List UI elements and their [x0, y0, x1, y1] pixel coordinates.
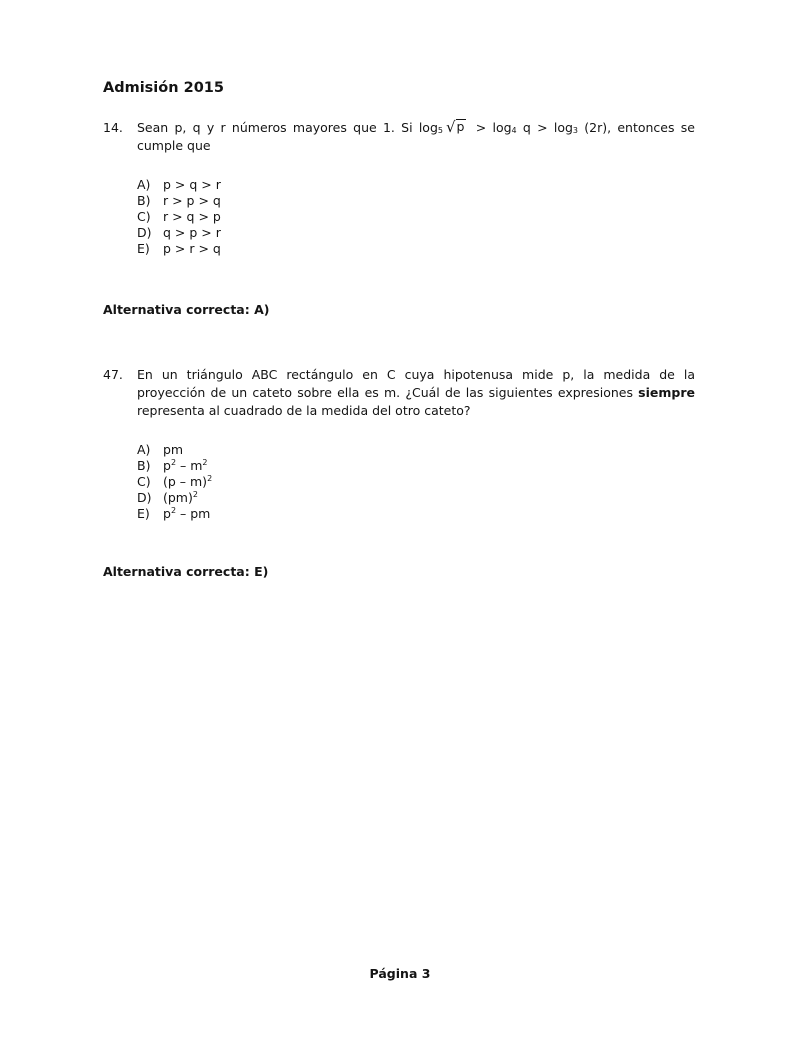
option-e [137, 241, 695, 257]
question-text-part: q > log [516, 120, 573, 135]
option-text: r > p > q [163, 193, 221, 208]
answer-14: Alternativa correcta: A) [103, 302, 270, 317]
option-text [163, 490, 198, 506]
radicand: p [456, 119, 465, 134]
option-c [137, 209, 695, 225]
option-b [137, 458, 695, 474]
question-text-part: (2r), entonces se cumple que [137, 120, 695, 153]
log-base: 4 [511, 126, 517, 135]
question-14 [103, 119, 695, 257]
option-letter: A) [137, 442, 151, 457]
option-text [163, 506, 210, 522]
option-text: pm [163, 442, 184, 457]
log-base: 5 [437, 126, 443, 135]
option-letter: A) [137, 177, 151, 192]
option-letter: B) [137, 458, 151, 473]
option-a [137, 442, 695, 458]
options-list [137, 442, 695, 522]
option-d [137, 225, 695, 241]
exponent: 2 [207, 474, 213, 483]
option-letter: E) [137, 241, 150, 256]
option-a [137, 177, 695, 193]
question-text [137, 366, 695, 420]
exponent: 2 [192, 490, 198, 499]
question-text [137, 119, 695, 155]
page-title: Admisión 2015 [103, 80, 224, 96]
option-text [163, 458, 208, 474]
option-text: p > r > q [163, 241, 221, 256]
question-number: 47. [103, 367, 123, 382]
expression-part: (p – m) [163, 474, 208, 489]
answer-47: Alternativa correcta: E) [103, 564, 269, 579]
question-text-part: > log [469, 120, 512, 135]
radical-sign-icon: √ [445, 118, 456, 136]
exponent: 2 [202, 458, 208, 467]
question-text-part: representa al cuadrado de la medida del otro cateto? [137, 403, 471, 418]
option-text: r > q > p [163, 209, 221, 224]
option-d [137, 490, 695, 506]
square-root [446, 119, 467, 134]
option-letter: E) [137, 506, 150, 521]
page-number: Página 3 [369, 966, 431, 981]
variable: p [163, 506, 171, 521]
option-letter: B) [137, 193, 151, 208]
option-text [163, 474, 212, 490]
option-text: q > p > r [163, 225, 221, 240]
question-47 [103, 366, 695, 522]
option-b [137, 193, 695, 209]
option-letter: D) [137, 490, 152, 505]
question-number: 14. [103, 120, 123, 135]
option-text: p > q > r [163, 177, 221, 192]
exponent: 2 [170, 458, 177, 467]
variable: p [163, 458, 171, 473]
option-letter: D) [137, 225, 152, 240]
expression-part: – pm [176, 506, 211, 521]
option-e [137, 506, 695, 522]
question-text-part: En un triángulo ABC rectángulo en C cuya hipotenusa mide p, la medida de la proyección de un cateto sobre ella es m. ¿Cuál de las siguientes expresiones [137, 367, 695, 400]
question-text-part: Sean p, q y r números mayores que 1. Si log [137, 120, 438, 135]
option-letter: C) [137, 474, 151, 489]
expression-part: – m [176, 458, 203, 473]
exponent: 2 [170, 506, 177, 515]
expression-part: (pm) [163, 490, 193, 505]
log-base: 3 [572, 126, 578, 135]
option-letter: C) [137, 209, 151, 224]
option-c [137, 474, 695, 490]
options-list [137, 177, 695, 257]
emphasis-word: siempre [638, 385, 695, 400]
